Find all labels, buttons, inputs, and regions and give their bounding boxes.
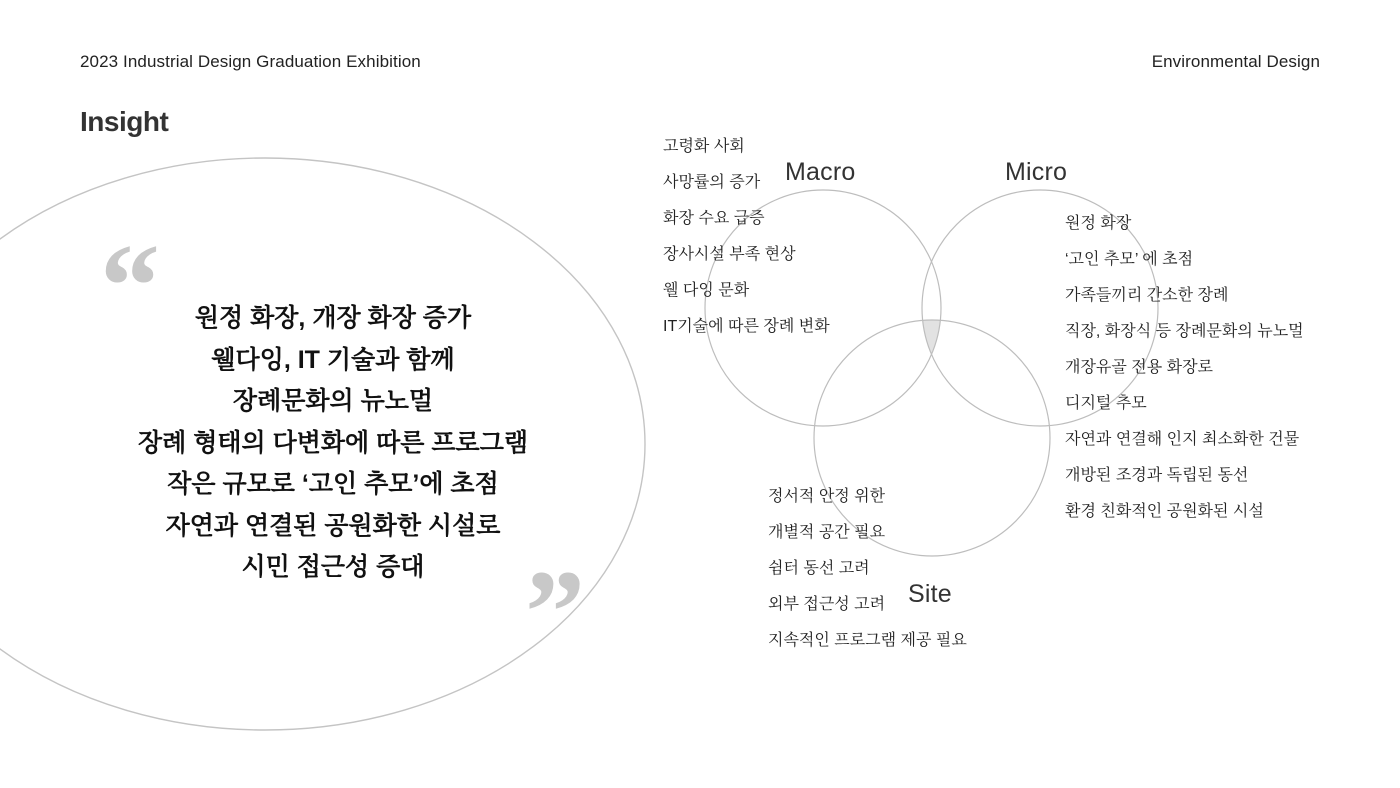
site-item: 외부 접근성 고려 (768, 596, 886, 613)
insight-line: 원정 화장, 개장 화장 증가 (194, 304, 472, 332)
micro-item: 가족들끼리 간소한 장례 (1065, 287, 1229, 304)
macro-item: 사망률의 증가 (663, 174, 761, 191)
insight-line: 시민 접근성 증대 (241, 553, 425, 581)
micro-label: Micro (1005, 158, 1068, 186)
close-quote-icon: ” (525, 545, 585, 678)
micro-item: 원정 화장 (1065, 215, 1132, 232)
exhibition-title: 2023 Industrial Design Graduation Exhibition (80, 52, 421, 71)
insight-line: 웰다잉, IT 기술과 함께 (211, 345, 455, 374)
micro-items (1065, 214, 1304, 538)
micro-item: 자연과 연결해 인지 최소화한 건물 (1065, 431, 1300, 448)
macro-items (663, 137, 830, 353)
micro-item: 개장유골 전용 화장로 (1065, 359, 1213, 376)
macro-item: 장사시설 부족 현상 (663, 246, 796, 263)
site-item: 정서적 안정 위한 (768, 488, 886, 505)
macro-item: IT기술에 따른 장례 변화 (663, 318, 830, 335)
micro-item: 직장, 화장식 등 장례문화의 뉴노멀 (1065, 323, 1304, 340)
micro-item: 환경 친화적인 공원화된 시설 (1065, 503, 1264, 520)
site-item: 개별적 공간 필요 (768, 524, 886, 541)
site-label: Site (908, 580, 952, 608)
macro-label: Macro (785, 158, 856, 186)
insight-line: 장례문화의 뉴노멀 (232, 387, 434, 415)
micro-item: ‘고인 추모’ 에 초점 (1065, 251, 1194, 268)
department-label: Environmental Design (1151, 52, 1320, 71)
micro-item: 개방된 조경과 독립된 동선 (1065, 467, 1249, 484)
site-item: 지속적인 프로그램 제공 필요 (768, 632, 967, 649)
macro-item: 화장 수요 급증 (663, 210, 765, 227)
macro-item: 웰 다잉 문화 (663, 282, 750, 299)
insight-line: 자연과 연결된 공원화한 시설로 (165, 511, 501, 540)
insight-line: 작은 규모로 ‘고인 추모’에 초점 (167, 470, 499, 498)
insight-line: 장례 형태의 다변화에 따른 프로그램 (137, 428, 529, 457)
site-item: 쉼터 동선 고려 (768, 560, 870, 577)
micro-item: 디지털 추모 (1065, 395, 1147, 412)
page-title: Insight (80, 106, 169, 137)
macro-item: 고령화 사회 (663, 138, 745, 155)
open-quote-icon: “ (100, 219, 160, 352)
site-items (768, 487, 967, 667)
